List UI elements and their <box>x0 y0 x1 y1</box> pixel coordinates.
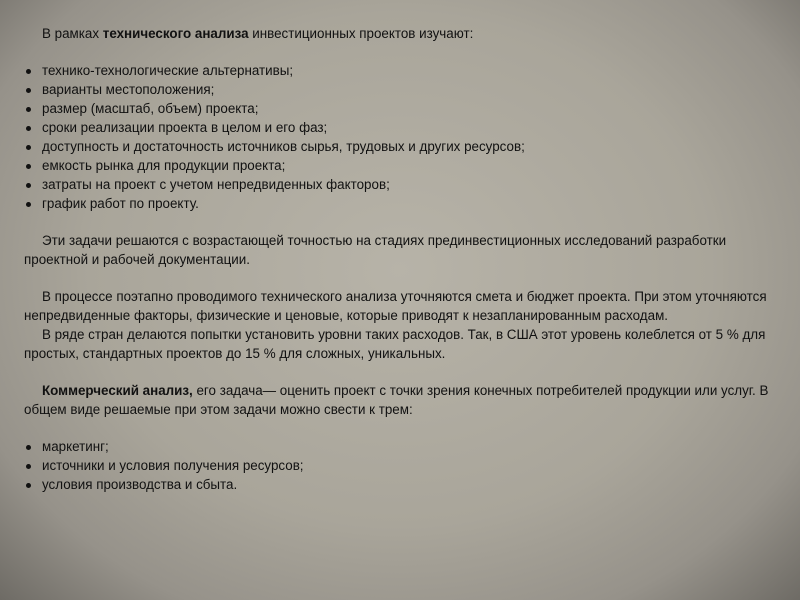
intro-text-pre: В рамках <box>42 26 103 41</box>
list-item: маркетинг; <box>24 437 780 456</box>
tasks-paragraph: Эти задачи решаются с возрастающей точностью на стадиях прединвестиционных исследований разработки проектной и рабочей документации. <box>24 233 727 267</box>
list-item: размер (масштаб, объем) проекта; <box>24 99 780 118</box>
intro-paragraph <box>24 24 780 43</box>
list-item: емкость рынка для продукции проекта; <box>24 156 780 175</box>
slide-content <box>24 24 780 494</box>
list-item: доступность и достаточность источников сырья, трудовых и других ресурсов; <box>24 137 780 156</box>
list-item: технико-технологические альтернативы; <box>24 61 780 80</box>
commercial-analysis-list <box>24 437 780 494</box>
commercial-text-bold: Коммерческий анализ, <box>42 383 193 398</box>
list-item: источники и условия получения ресурсов; <box>24 456 780 475</box>
technical-analysis-list <box>24 61 780 213</box>
intro-text-bold: технического анализа <box>102 26 249 41</box>
intro-text-post: инвестиционных проектов изучают: <box>248 26 474 41</box>
list-item: варианты местоположения; <box>24 80 780 99</box>
countries-paragraph: В ряде стран делаются попытки установить уровни таких расходов. Так, в США этот уровень колеблется от 5 % для простых, стандартных проектов до 15 % для сложных, уникальных. <box>24 327 766 361</box>
commercial-text-post: его задача— оценить проект с точки зрения конечных потребителей продукции или услуг. В общем виде решаемые при этом задачи можно свести к трем: <box>24 383 769 417</box>
list-item: сроки реализации проекта в целом и его фаз; <box>24 118 780 137</box>
list-item: затраты на проект с учетом непредвиденных факторов; <box>24 175 780 194</box>
list-item: график работ по проекту. <box>24 194 780 213</box>
list-item: условия производства и сбыта. <box>24 475 780 494</box>
commercial-paragraph <box>24 381 780 419</box>
process-paragraph: В процессе поэтапно проводимого технического анализа уточняются смета и бюджет проекта. При этом уточняются непредвиденные факторы, физические и ценовые, которые приводят к незапланированным расходам. <box>24 289 767 323</box>
